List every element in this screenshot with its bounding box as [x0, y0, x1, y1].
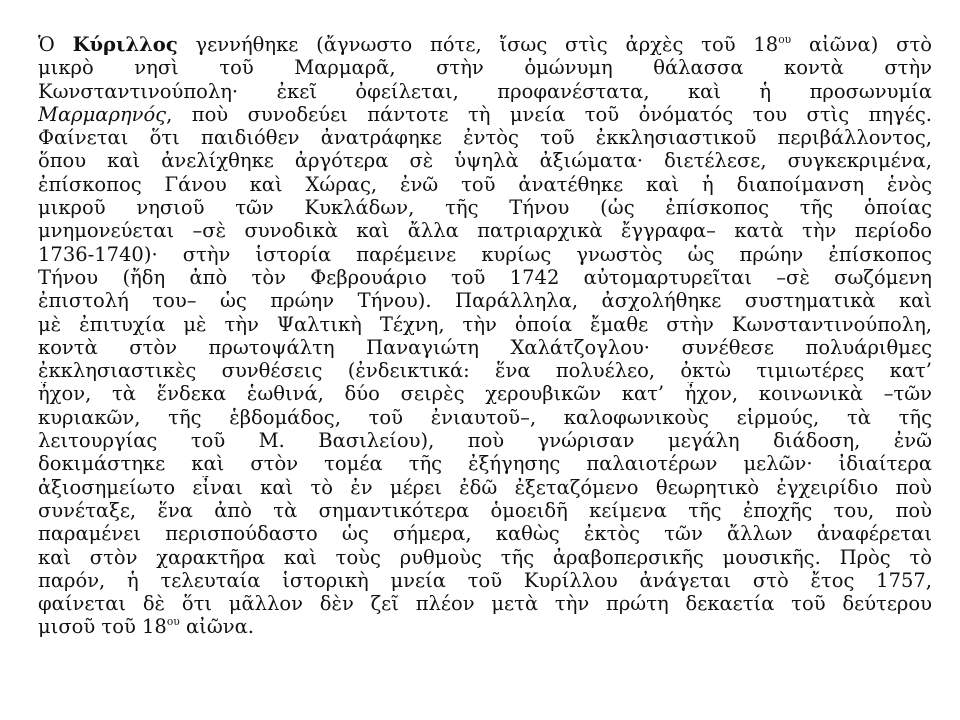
text-line-5: Φαίνεται ὅτι παιδιόθεν ἀνατράφηκε ἐντὸς τοῦ ἐκκλησιαστικοῦ περιβάλλοντος, — [38, 126, 932, 150]
text-line-3: Κωνσταντινούπολη· ἐκεῖ ὀφείλεται, προφανέστατα, καὶ ἡ προσωνυμία — [38, 79, 932, 103]
epithet-marmarenos-italic: Μαρμαρηνός — [38, 102, 167, 126]
text-line-18: λειτουργίας τοῦ Μ. Βασιλείου), ποὺ γνώρισαν μεγάλη διάδοση, ἐνῶ — [38, 429, 932, 453]
text-line-23: καὶ στὸν χαρακτῆρα καὶ τοὺς ρυθμοὺς τῆς ἀραβοπερσικῆς μουσικῆς. Πρὸς τὸ — [38, 545, 932, 569]
line-26-text: μισοῦ τοῦ 18 — [38, 615, 167, 639]
text-line-2: μικρὸ νησὶ τοῦ Μαρμαρᾶ, στὴν ὁμώνυμη θάλασσα κοντὰ στὴν — [38, 56, 932, 80]
document-page — [38, 33, 932, 693]
text-line-24: παρόν, ἡ τελευταία ἱστορικὴ μνεία τοῦ Κυρίλλου ἀνάγεται στὸ ἔτος 1757, — [38, 568, 932, 592]
text-line-20: ἀξιοσημείωτο εἶναι καὶ τὸ ἐν μέρει ἐδῶ ἐξεταζόμενο θεωρητικὸ ἐγχειρίδιο ποὺ — [38, 475, 932, 499]
line-1-ending: αἰῶνα) στὸ — [791, 33, 932, 56]
text-line-12: ἐπιστολή του– ὡς πρώην Τήνου). Παράλληλα, ἀσχολήθηκε συστηματικὰ καὶ — [38, 289, 932, 313]
text-line-14: κοντὰ στὸν πρωτοψάλτη Παναγιώτη Χαλάτζογλου· συνέθεσε πολυάριθμες — [38, 335, 932, 359]
text-line-25: φαίνεται δὲ ὅτι μᾶλλον δὲν ζεῖ πλέον μετὰ τὴν πρώτη δεκαετία τοῦ δεύτερου — [38, 592, 932, 616]
line-1-text: γεννήθηκε (ἄγνωστο πότε, ἴσως στὶς ἀρχὲς τοῦ 18 — [177, 33, 779, 56]
text-line-21: συνέταξε, ἕνα ἀπὸ τὰ σημαντικότερα ὁμοειδῆ κείμενα τῆς ἐποχῆς του, ποὺ — [38, 498, 932, 522]
text-line-4 — [38, 103, 932, 126]
text-line-8: μικροῦ νησιοῦ τῶν Κυκλάδων, τῆς Τήνου (ὡς ἐπίσκοπος τῆς ὁποίας — [38, 196, 932, 220]
text-line-15: ἐκκλησιαστικὲς συνθέσεις (ἐνδεικτικά: ἕνα πολυέλεο, ὀκτὼ τιμιωτέρες κατ’ — [38, 359, 932, 383]
line-1-opening: Ὁ — [38, 33, 73, 56]
text-line-6: ὅπου καὶ ἀνελίχθηκε ἀργότερα σὲ ὑψηλὰ ἀξιώματα· διετέλεσε, συγκεκριμένα, — [38, 149, 932, 173]
ordinal-superscript: ου — [778, 33, 792, 46]
text-line-7: ἐπίσκοπος Γάνου καὶ Χώρας, ἐνῶ τοῦ ἀνατέθηκε καὶ ἡ διαποίμανση ἑνὸς — [38, 172, 932, 196]
ordinal-superscript-end: ου — [166, 615, 180, 629]
text-line-17: κυριακῶν, τῆς ἑβδομάδος, τοῦ ἐνιαυτοῦ–, καλοφωνικοὺς εἱρμούς, τὰ τῆς — [38, 405, 932, 429]
biography-paragraph — [38, 33, 932, 639]
text-line-1 — [38, 33, 932, 56]
text-line-13: μὲ ἐπιτυχία μὲ τὴν Ψαλτικὴ Τέχνη, τὴν ὁποία ἔμαθε στὴν Κωνσταντινούπολη, — [38, 312, 932, 336]
line-4-text: , ποὺ συνοδεύει πάντοτε τὴ μνεία τοῦ ὀνόματός του στὶς πηγές. — [166, 102, 932, 126]
text-line-10: 1736-1740)· στὴν ἱστορία παρέμεινε κυρίως γνωστὸς ὡς πρώην ἐπίσκοπος — [38, 242, 932, 266]
text-line-9: μνημονεύεται –σὲ συνοδικὰ καὶ ἄλλα πατριαρχικὰ ἔγγραφα– κατὰ τὴν περίοδο — [38, 219, 932, 243]
text-line-16: ἦχον, τὰ ἕνδεκα ἑωθινά, δύο σειρὲς χερουβικῶν κατ’ ἦχον, κοινωνικὰ –τῶν — [38, 382, 932, 406]
line-26-ending: αἰῶνα. — [179, 615, 254, 639]
text-line-22: παραμένει περισπούδαστο ὡς σήμερα, καθὼς ἐκτὸς τῶν ἄλλων ἀναφέρεται — [38, 522, 932, 546]
text-line-26 — [38, 615, 932, 638]
text-line-19: δοκιμάστηκε καὶ στὸν τομέα τῆς ἐξήγησης παλαιοτέρων μελῶν· ἰδιαίτερα — [38, 452, 932, 476]
text-line-11: Τήνου (ἤδη ἀπὸ τὸν Φεβρουάριο τοῦ 1742 αὐτομαρτυρεῖται –σὲ σωζόμενη — [38, 265, 932, 289]
name-kyrillos-bold: Κύριλλος — [72, 33, 178, 56]
